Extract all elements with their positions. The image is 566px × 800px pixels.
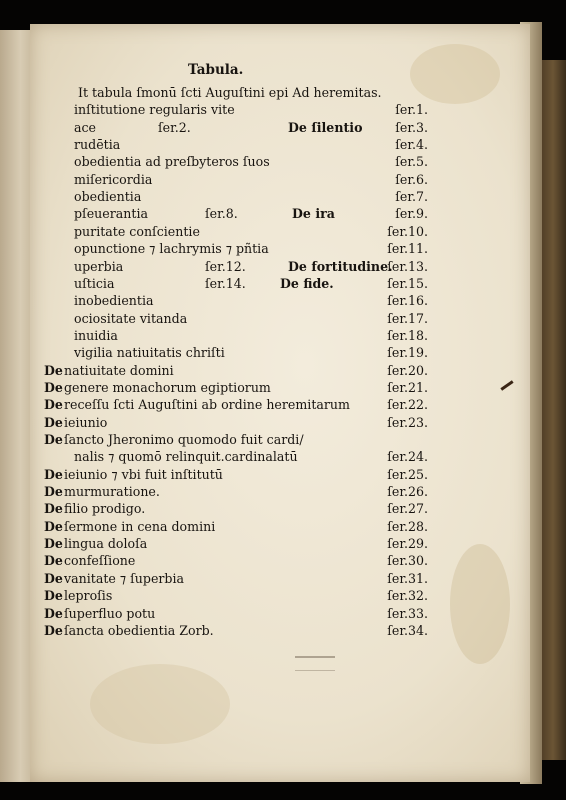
row-initial: De <box>44 379 63 395</box>
row-sermon-number: ſer.31. <box>387 570 428 586</box>
index-row <box>30 379 530 396</box>
row-title: miſericordia <box>74 171 153 187</box>
index-row <box>30 448 530 465</box>
row-sermon-number: ſer.24. <box>387 449 428 465</box>
row-initial: De <box>44 432 63 447</box>
row-title: vanitate ⁊ ſuperbia <box>64 570 185 586</box>
row-title: inuidia <box>74 327 118 343</box>
row-sermon-number: ſer.30. <box>387 553 428 569</box>
index-row <box>30 483 530 500</box>
index-row <box>30 570 530 587</box>
book-page <box>30 24 530 782</box>
index-row <box>30 396 530 413</box>
row-sermon-number: ſer.15. <box>387 275 428 291</box>
index-row <box>30 605 530 622</box>
row-initial: De <box>44 570 63 586</box>
row-inline-sermon: ſer.14. <box>205 275 246 291</box>
row-title: ſuperfluo potu <box>64 605 156 621</box>
row-initial: De <box>44 466 63 482</box>
row-initial: De <box>44 484 63 500</box>
index-row <box>30 136 530 153</box>
row-sermon-number: ſer.16. <box>387 293 428 309</box>
row-sermon-number: ſer.32. <box>387 588 428 604</box>
row-sermon-number: ſer.10. <box>387 223 428 239</box>
index-row <box>30 223 530 240</box>
row-inline-sermon: ſer.12. <box>205 258 246 274</box>
row-sermon-number: ſer.34. <box>387 622 428 638</box>
row-initial: De <box>44 536 63 552</box>
row-sermon-number: ſer.25. <box>387 466 428 482</box>
row-sermon-number: ſer.17. <box>387 310 428 326</box>
row-sermon-number: ſer.29. <box>387 536 428 552</box>
row-title: It tabula ſmonū ſcti Auguſtini epi Ad heremitas. <box>78 85 382 100</box>
row-title: genere monachorum egiptiorum <box>64 379 271 395</box>
book-binding <box>540 60 566 760</box>
index-row <box>30 500 530 517</box>
row-title: ieiunio ⁊ vbi fuit inſtitutū <box>64 466 223 482</box>
row-title: obedientia <box>74 189 142 205</box>
row-inline-title: De ſilentio <box>288 119 363 135</box>
index-row <box>30 466 530 483</box>
index-text-block <box>30 24 530 782</box>
row-title: ace <box>74 119 97 135</box>
row-initial: De <box>44 518 63 534</box>
index-row <box>30 275 530 292</box>
row-sermon-number: ſer.33. <box>387 605 428 621</box>
row-initial: De <box>44 622 63 638</box>
index-row <box>30 552 530 569</box>
row-inline-title: De fortitudine. <box>288 258 393 274</box>
row-sermon-number: ſer.21. <box>387 379 428 395</box>
row-inline-sermon: ſer.2. <box>158 119 191 135</box>
index-row <box>30 119 530 136</box>
index-row <box>30 518 530 535</box>
index-row <box>30 414 530 431</box>
row-title: ieiunio <box>64 414 108 430</box>
row-sermon-number: ſer.1. <box>395 102 428 118</box>
index-row <box>30 240 530 257</box>
row-title: opunctione ⁊ lachrymis ⁊ pñtia <box>74 241 269 257</box>
row-title: inſtitutione regularis vite <box>74 102 235 118</box>
row-title: murmuratione. <box>64 484 160 500</box>
index-row <box>30 188 530 205</box>
row-title: uperbia <box>74 258 124 274</box>
index-row <box>30 258 530 275</box>
row-sermon-number: ſer.20. <box>387 362 428 378</box>
index-row <box>30 327 530 344</box>
row-inline-title: De ira <box>292 206 335 222</box>
index-row <box>30 205 530 222</box>
row-sermon-number: ſer.23. <box>387 414 428 430</box>
row-initial: De <box>44 397 63 413</box>
row-title: nalis ⁊ quomō relinquit.cardinalatū <box>74 449 298 465</box>
row-sermon-number: ſer.18. <box>387 327 428 343</box>
index-row <box>30 292 530 309</box>
row-title: natiuitate domini <box>64 362 174 378</box>
index-row <box>30 431 530 448</box>
row-title: confeſſione <box>64 553 136 569</box>
row-title: leproſis <box>64 588 113 604</box>
index-row <box>30 171 530 188</box>
row-title: receſſu ſcti Auguſtini ab ordine heremitarum <box>64 397 350 413</box>
row-sermon-number: ſer.4. <box>395 137 428 153</box>
row-sermon-number: ſer.3. <box>395 119 428 135</box>
index-row <box>30 344 530 361</box>
row-title: ſancta obedientia Zorb. <box>64 622 214 638</box>
row-title: uſticia <box>74 275 115 291</box>
row-sermon-number: ſer.9. <box>395 206 428 222</box>
row-sermon-number: ſer.26. <box>387 484 428 500</box>
row-sermon-number: ſer.28. <box>387 518 428 534</box>
row-initial: De <box>44 414 63 430</box>
row-title: obedientia ad preſbyteros ſuos <box>74 154 270 170</box>
index-row <box>30 535 530 552</box>
row-sermon-number: ſer.7. <box>395 189 428 205</box>
index-row <box>30 587 530 604</box>
row-title: ſermone in cena domini <box>64 518 216 534</box>
row-title: filio prodigo. <box>64 501 146 517</box>
row-inline-title: De fide. <box>280 275 334 291</box>
row-sermon-number: ſer.13. <box>387 258 428 274</box>
row-title: inobedientia <box>74 293 154 309</box>
row-title: puritate conſcientie <box>74 223 200 239</box>
row-initial: De <box>44 588 63 604</box>
row-sermon-number: ſer.19. <box>387 345 428 361</box>
row-title: rudētia <box>74 137 121 153</box>
page-heading: Tabula. <box>188 62 244 78</box>
row-sermon-number: ſer.6. <box>395 171 428 187</box>
index-row <box>30 362 530 379</box>
index-row <box>30 310 530 327</box>
row-title: ociositate vitanda <box>74 310 188 326</box>
row-initial: De <box>44 362 63 378</box>
index-row <box>30 153 530 170</box>
row-title: vigilia natiuitatis chriſti <box>74 345 225 361</box>
row-initial: De <box>44 553 63 569</box>
row-sermon-number: ſer.22. <box>387 397 428 413</box>
index-row <box>30 622 530 639</box>
row-sermon-number: ſer.11. <box>387 241 428 257</box>
index-row <box>30 101 530 118</box>
row-title: pſeuerantia <box>74 206 148 222</box>
index-row <box>30 84 530 101</box>
faded-stamp <box>295 656 335 671</box>
row-sermon-number: ſer.5. <box>395 154 428 170</box>
row-title: lingua doloſa <box>64 536 148 552</box>
row-inline-sermon: ſer.8. <box>205 206 238 222</box>
row-title: ſancto Jheronimo quomodo fuit cardi/ <box>64 432 304 447</box>
row-initial: De <box>44 501 63 517</box>
row-sermon-number: ſer.27. <box>387 501 428 517</box>
row-initial: De <box>44 605 63 621</box>
